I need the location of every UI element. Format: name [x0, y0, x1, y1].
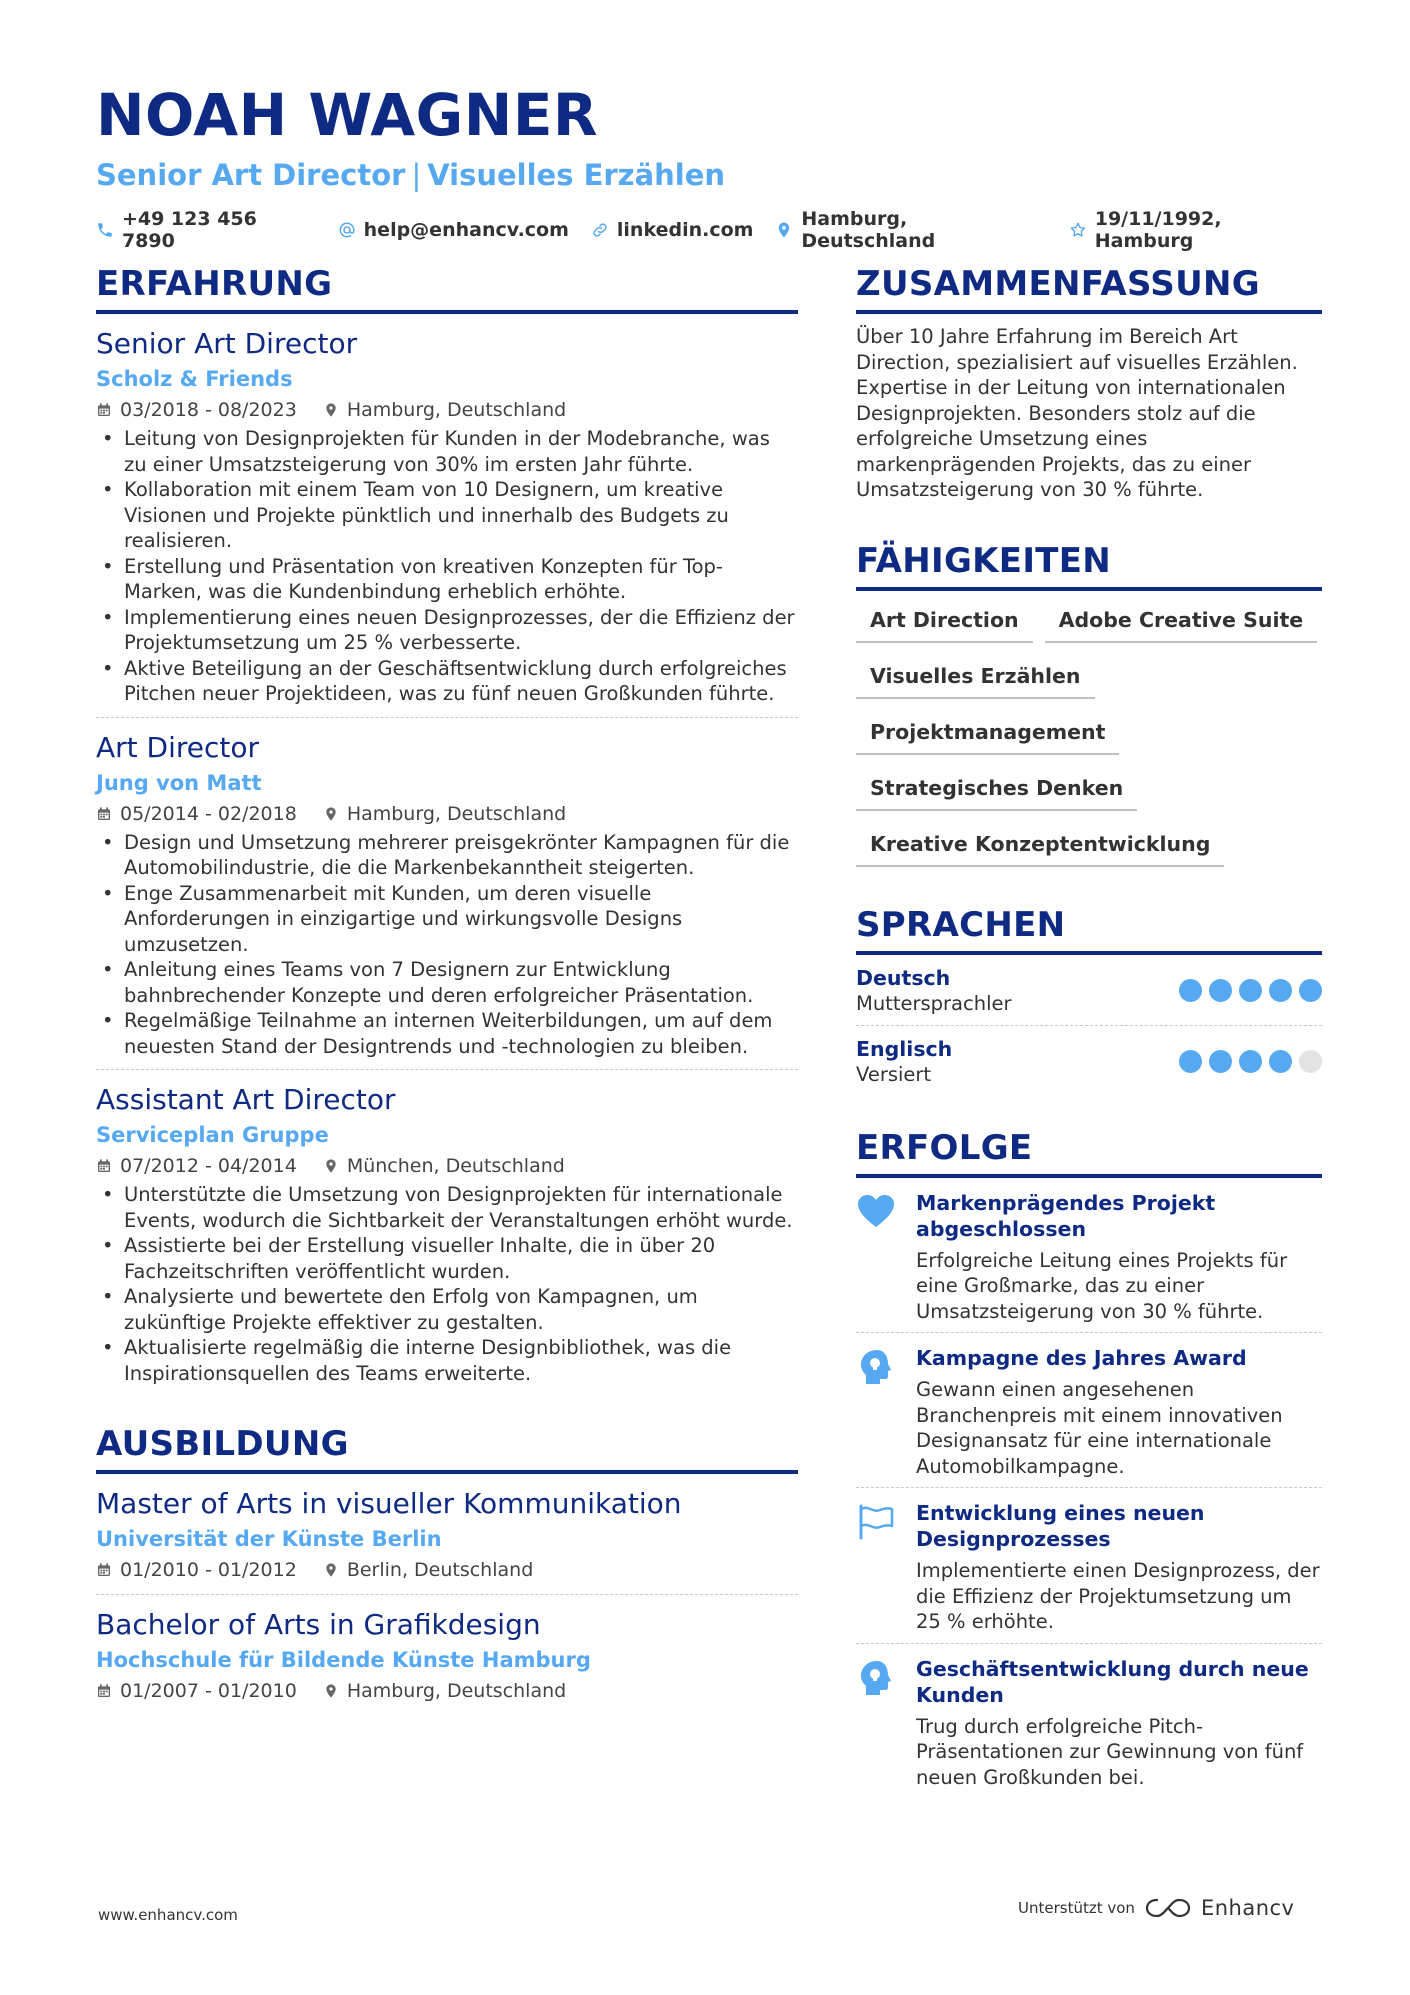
- achievements-heading: ERFOLGE: [856, 1126, 1322, 1178]
- job-location-text: München, Deutschland: [346, 1155, 565, 1177]
- education-entry: [96, 1607, 798, 1705]
- education-entry: [96, 1486, 798, 1595]
- achievements-list: [856, 1178, 1322, 1799]
- entry-divider: [96, 717, 798, 718]
- bullet-item: • Implementierung eines neuen Designprozesses, der die Effizienz der Projektumsetzung um 25 % verbesserte.: [96, 605, 798, 656]
- job-dates-text: 07/2012 - 04/2014: [120, 1155, 297, 1177]
- headline-focus: Visuelles Erzählen: [427, 158, 726, 192]
- achievement-item: [856, 1178, 1322, 1333]
- bullet-item: • Design und Umsetzung mehrerer preisgekrönter Kampagnen für die Automobilindustrie, die die Markenbekanntheit steigerten.: [96, 830, 798, 881]
- language-rating: [1179, 979, 1322, 1002]
- rating-dot-filled: [1209, 1050, 1232, 1073]
- experience-heading: ERFAHRUNG: [96, 262, 798, 314]
- head-idea-icon: [856, 1656, 900, 1791]
- education-dates-text: 01/2010 - 01/2012: [120, 1559, 297, 1581]
- school-name: Universität der Künste Berlin: [96, 1527, 442, 1551]
- bullet-item: • Enge Zusammenarbeit mit Kunden, um deren visuelle Anforderungen in einzigartige und wirkungsvolle Designs umzusetzen.: [96, 881, 798, 958]
- language-row: [856, 1025, 1322, 1096]
- achievement-title: Kampagne des Jahres Award: [916, 1346, 1247, 1370]
- skills-heading: FÄHIGKEITEN: [856, 539, 1322, 591]
- right-column: [856, 262, 1322, 1798]
- achievement-desc: Trug durch erfolgreiche Pitch-Präsentationen zur Gewinnung von fünf neuen Großkunden bei.: [916, 1714, 1304, 1789]
- bullet-item: • Erstellung und Präsentation von kreativen Konzepten für Top-Marken, was die Kundenbindung erheblich erhöhte.: [96, 554, 798, 605]
- map-pin-icon: [323, 1562, 339, 1578]
- school-name: Hochschule für Bildende Künste Hamburg: [96, 1648, 591, 1672]
- bullet-item: • Unterstützte die Umsetzung von Designprojekten für internationale Events, wodurch die Sichtbarkeit der Veranstaltungen erhöht wurde.: [96, 1182, 798, 1233]
- linkedin-text: linkedin.com: [616, 219, 754, 241]
- bullet-item: • Kollaboration mit einem Team von 10 Designern, um kreative Visionen und Projekte pünktlich und innerhalb des Budgets zu realisieren.: [96, 477, 798, 554]
- language-rating: [1179, 1050, 1322, 1073]
- job-dates: [96, 1152, 297, 1180]
- email-text: help@enhancv.com: [363, 219, 569, 241]
- rating-dot-filled: [1179, 979, 1202, 1002]
- skill-tag: Visuelles Erzählen: [856, 657, 1095, 699]
- job-title: Art Director: [96, 730, 260, 764]
- achievement-desc: Implementierte einen Designprozess, der die Effizienz der Projektumsetzung um 25 % erhöhte.: [916, 1559, 1320, 1633]
- map-pin-icon: [775, 221, 793, 239]
- flag-icon: [856, 1500, 900, 1635]
- job-bullets: [96, 830, 798, 1060]
- bullet-item: • Leitung von Designprojekten für Kunden in der Modebranche, was zu einer Umsatzsteigerung von 30% im ersten Jahr führte.: [96, 426, 798, 477]
- job-entry: [96, 730, 798, 1071]
- calendar-icon: [96, 1562, 112, 1578]
- enhancv-logo-icon: [1145, 1896, 1191, 1920]
- summary-text: Über 10 Jahre Erfahrung im Bereich Art Direction, spezialisiert auf visuelles Erzählen. Expertise in der Leitung von internationalen Designprojekten. Besonders stolz auf die erfolgreiche Umsetzung eines markenprägenden Projekts, das zu einer Umsatzsteigerung von 30 % führte.: [856, 325, 1298, 501]
- map-pin-icon: [323, 1683, 339, 1699]
- education-location: [323, 1556, 533, 1584]
- footer-branding: [1018, 1896, 1294, 1920]
- job-meta: [96, 800, 798, 828]
- calendar-icon: [96, 1158, 112, 1174]
- contact-birth: [1069, 208, 1326, 252]
- enhancv-brand: Enhancv: [1200, 1896, 1295, 1920]
- contact-linkedin[interactable]: [591, 208, 754, 252]
- birth-text: 19/11/1992, Hamburg: [1094, 208, 1222, 252]
- contact-bar: [96, 208, 1326, 252]
- map-pin-icon: [323, 402, 339, 418]
- language-name: Englisch: [856, 1036, 953, 1061]
- job-dates: [96, 396, 297, 424]
- language-level: Muttersprachler: [856, 991, 1012, 1015]
- resume-header: [96, 80, 1326, 252]
- phone-text: +49 123 456 7890: [121, 208, 257, 252]
- achievement-item: [856, 1487, 1322, 1643]
- entry-divider: [96, 1594, 798, 1595]
- degree-title: Master of Arts in visueller Kommunikation: [96, 1487, 682, 1520]
- headline: [96, 156, 1326, 194]
- job-dates-text: 03/2018 - 08/2023: [120, 399, 297, 421]
- bullet-item: • Aktive Beteiligung an der Geschäftsentwicklung durch erfolgreiches Pitchen neuer Projektideen, was zu fünf neuen Großkunden führte.: [96, 656, 798, 707]
- education-dates: [96, 1556, 297, 1584]
- entry-divider: [96, 1069, 798, 1070]
- headline-separator: |: [411, 158, 422, 192]
- rating-dot-filled: [1269, 979, 1292, 1002]
- job-location-text: Hamburg, Deutschland: [346, 802, 567, 825]
- job-title: Senior Art Director: [96, 327, 358, 360]
- rating-dot-filled: [1209, 979, 1232, 1002]
- rating-dot-filled: [1239, 979, 1262, 1002]
- star-icon: [1069, 221, 1087, 239]
- achievement-desc: Erfolgreiche Leitung eines Projekts für eine Großmarke, das zu einer Umsatzsteigerung von 30 % führte.: [916, 1248, 1288, 1323]
- job-title: Assistant Art Director: [96, 1083, 396, 1116]
- at-icon: [338, 221, 356, 239]
- degree-title: Bachelor of Arts in Grafikdesign: [96, 1608, 541, 1641]
- job-location: [323, 800, 566, 828]
- job-dates: [96, 800, 297, 828]
- skill-tag: Projektmanagement: [856, 713, 1119, 755]
- job-entry: [96, 326, 798, 718]
- contact-location: [775, 208, 1046, 252]
- map-pin-icon: [323, 806, 339, 822]
- skill-tag: Strategisches Denken: [856, 769, 1137, 811]
- education-location-text: Berlin, Deutschland: [346, 1559, 534, 1581]
- education-meta: [96, 1677, 798, 1705]
- job-meta: [96, 1152, 798, 1180]
- education-meta: [96, 1556, 798, 1584]
- bullet-item: • Anleitung eines Teams von 7 Designern zur Entwicklung bahnbrechender Konzepte und deren erfolgreicher Präsentation.: [96, 957, 798, 1008]
- summary-heading: ZUSAMMENFASSUNG: [856, 262, 1322, 314]
- job-bullets: [96, 1182, 798, 1386]
- skills-list: [856, 601, 1322, 867]
- bullet-item: • Aktualisierte regelmäßig die interne Designbibliothek, was die Inspirationsquellen des Teams erweiterte.: [96, 1335, 798, 1386]
- job-meta: [96, 396, 798, 424]
- company-name: Scholz & Friends: [96, 367, 293, 391]
- job-location-text: Hamburg, Deutschland: [346, 399, 567, 421]
- powered-by-text: Unterstützt von: [1018, 1899, 1135, 1917]
- left-column: [96, 262, 798, 1705]
- calendar-icon: [96, 1683, 112, 1699]
- calendar-icon: [96, 806, 112, 822]
- phone-icon: [96, 221, 114, 239]
- language-name: Deutsch: [856, 965, 951, 990]
- skill-tag: Kreative Konzeptentwicklung: [856, 825, 1224, 867]
- rating-dot-filled: [1239, 1050, 1262, 1073]
- contact-email[interactable]: [338, 208, 569, 252]
- achievement-item: [856, 1643, 1322, 1799]
- candidate-name: NOAH WAGNER: [96, 81, 599, 149]
- footer-website[interactable]: www.enhancv.com: [98, 1906, 238, 1924]
- heart-icon: [856, 1190, 900, 1325]
- language-level: Versiert: [856, 1062, 932, 1086]
- bullet-item: • Analysierte und bewertete den Erfolg von Kampagnen, um zukünftige Projekte effektiver zu gestalten.: [96, 1284, 798, 1335]
- bullet-item: • Regelmäßige Teilnahme an internen Weiterbildungen, um auf dem neuesten Stand der Designtrends und -technologien zu bleiben.: [96, 1008, 798, 1059]
- map-pin-icon: [323, 1158, 339, 1174]
- job-bullets: [96, 426, 798, 707]
- education-dates-text: 01/2007 - 01/2010: [120, 1680, 297, 1702]
- achievement-title: Markenprägendes Projekt abgeschlossen: [916, 1190, 1216, 1241]
- education-dates: [96, 1677, 297, 1705]
- headline-role: Senior Art Director: [96, 158, 406, 192]
- calendar-icon: [96, 402, 112, 418]
- education-location-text: Hamburg, Deutschland: [346, 1680, 567, 1702]
- contact-phone[interactable]: [96, 208, 316, 252]
- achievement-item: [856, 1332, 1322, 1487]
- company-name: Serviceplan Gruppe: [96, 1123, 329, 1147]
- job-location: [323, 1152, 565, 1180]
- location-text: Hamburg, Deutschland: [801, 208, 936, 252]
- rating-dot-empty: [1299, 1050, 1322, 1073]
- link-icon: [591, 221, 609, 239]
- bullet-item: • Assistierte bei der Erstellung visueller Inhalte, die in über 20 Fachzeitschriften veröffentlicht wurden.: [96, 1233, 798, 1284]
- head-idea-icon: [856, 1345, 900, 1479]
- rating-dot-filled: [1269, 1050, 1292, 1073]
- skill-tag: Adobe Creative Suite: [1045, 601, 1318, 643]
- company-name: Jung von Matt: [96, 770, 262, 795]
- education-heading: AUSBILDUNG: [96, 1422, 798, 1474]
- job-location: [323, 396, 566, 424]
- achievement-title: Geschäftsentwicklung durch neue Kunden: [916, 1656, 1309, 1707]
- skill-tag: Art Direction: [856, 601, 1033, 643]
- job-entry: [96, 1082, 798, 1386]
- achievement-desc: Gewann einen angesehenen Branchenpreis mit einem innovativen Designansatz für eine internationale Automobilkampagne.: [916, 1378, 1283, 1478]
- achievement-title: Entwicklung eines neuen Designprozesses: [916, 1501, 1205, 1551]
- rating-dot-filled: [1299, 979, 1322, 1002]
- education-location: [323, 1677, 566, 1705]
- language-row: [856, 955, 1322, 1025]
- rating-dot-filled: [1179, 1050, 1202, 1073]
- job-dates-text: 05/2014 - 02/2018: [120, 802, 297, 825]
- languages-list: [856, 955, 1322, 1096]
- languages-heading: SPRACHEN: [856, 903, 1322, 955]
